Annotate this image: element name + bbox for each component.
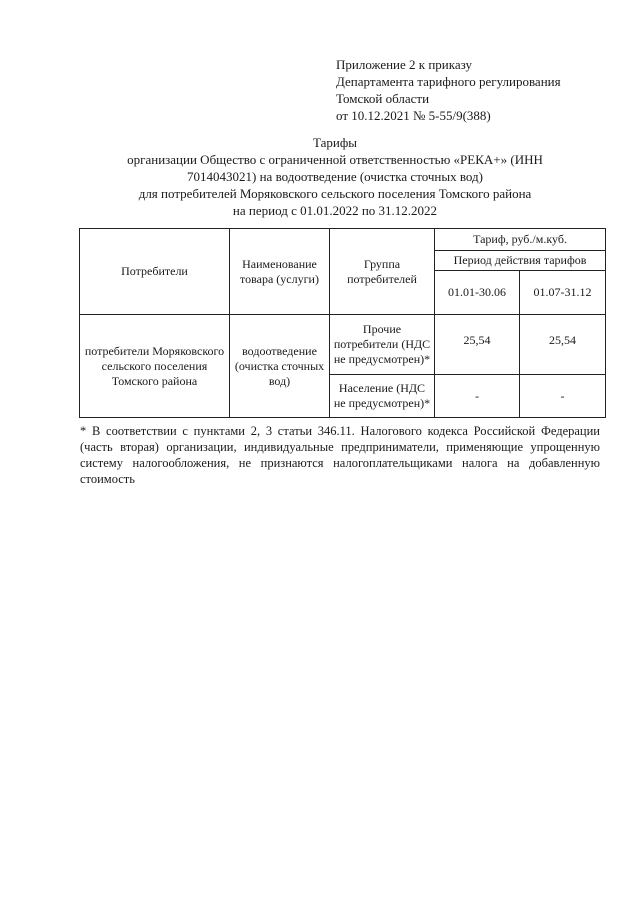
row-service: водоотведение (очистка сточных вод) (230, 315, 330, 418)
appendix-line: Департамента тарифного регулирования (336, 74, 561, 89)
header-group: Группа потребителей (330, 229, 435, 315)
row-group-population: Население (НДС не предусмотрен)* (330, 375, 435, 418)
header-consumers: Потребители (80, 229, 230, 315)
title-line: для потребителей Моряковского сельского поселения Томского района (138, 186, 532, 201)
row-group-other: Прочие потребители (НДС не предусмотрен)* (330, 315, 435, 375)
title-line: на период с 01.01.2022 по 31.12.2022 (232, 203, 438, 218)
title-line: 7014043021) на водоотведение (очистка сточных вод) (187, 169, 483, 184)
row-consumers: потребители Моряковского сельского поселения Томского района (80, 315, 230, 418)
row-value-other-1: 25,54 (435, 315, 520, 375)
row-value-population-2: - (520, 375, 606, 418)
tariff-table (79, 228, 606, 418)
header-tariff: Тариф, руб./м.куб. (435, 229, 606, 251)
header-service: Наименование товара (услуги) (230, 229, 330, 315)
title-line: организации Общество с ограниченной ответственностью «РЕКА+» (ИНН (127, 152, 543, 167)
header-period-2: 01.07-31.12 (520, 271, 606, 315)
footnote: * В соответствии с пунктами 2, 3 статьи 346.11. Налогового кодекса Российской Федерации (часть вторая) организации, индивидуальные предприниматели, применяющие упрощенную систему налогообложения, не признаются налогоплательщиками налога на добавленную стоимость (80, 424, 600, 486)
title-heading: Тарифы (312, 135, 357, 150)
appendix-line: от 10.12.2021 № 5-55/9(388) (336, 108, 491, 123)
row-value-population-1: - (435, 375, 520, 418)
appendix-line: Приложение 2 к приказу (336, 57, 473, 72)
header-period-1: 01.01-30.06 (435, 271, 520, 315)
document-title (80, 134, 590, 219)
appendix-reference (336, 56, 561, 124)
appendix-line: Томской области (336, 91, 430, 106)
header-period: Период действия тарифов (435, 251, 606, 271)
row-value-other-2: 25,54 (520, 315, 606, 375)
